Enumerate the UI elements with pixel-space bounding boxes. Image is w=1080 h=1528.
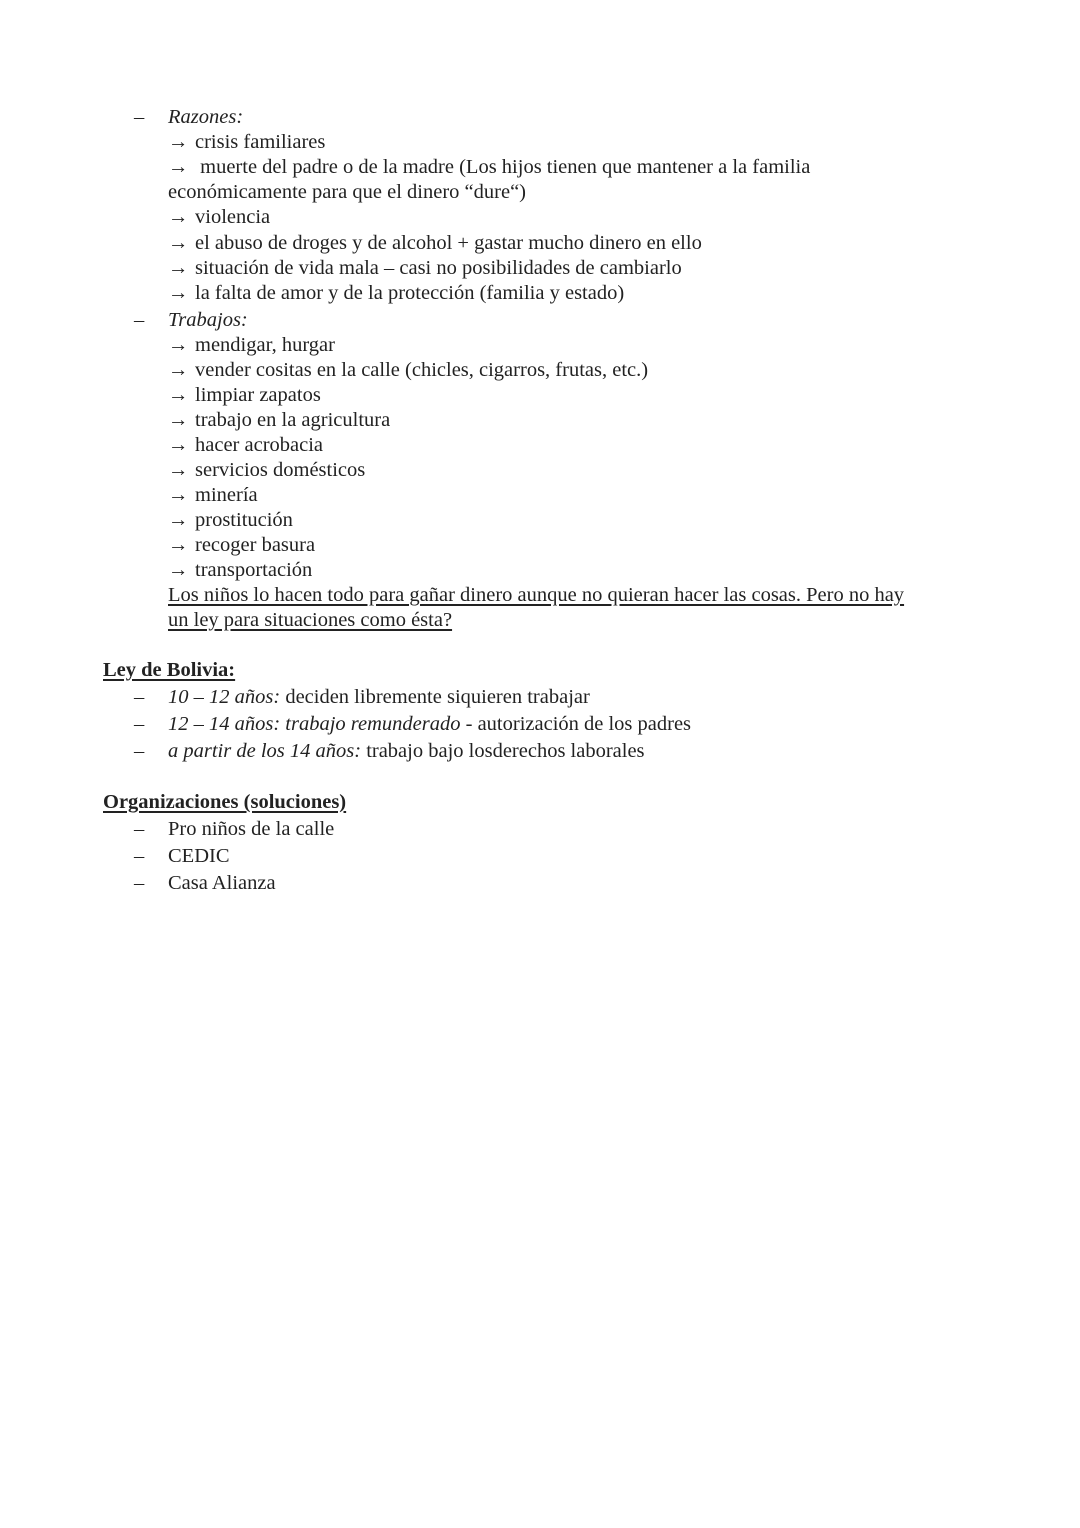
arrow-icon: → (168, 334, 189, 356)
razones-continuation: económicamente para que el dinero “dure“) (168, 181, 526, 203)
arrow-icon: → (168, 156, 189, 178)
ley-row (0, 739, 1080, 766)
organizacion-name: Casa Alianza (168, 872, 276, 894)
razones-bullet (0, 105, 1080, 132)
arrow-icon: → (168, 206, 189, 228)
dash-bullet: – (134, 818, 145, 840)
ley-age: 10 – 12 años: (168, 686, 281, 708)
razones-item: → muerte del padre o de la madre (Los hijos tienen que mantener a la familia (168, 156, 811, 178)
arrow-icon: → (168, 232, 189, 254)
ley-rest: deciden libremente siquieren trabajar (280, 686, 590, 708)
organizacion-name: Pro niños de la calle (168, 818, 335, 840)
arrow-icon: → (168, 484, 189, 506)
arrow-icon: → (168, 459, 189, 481)
trabajos-note-line: Los niños lo hacen todo para gañar dinero aunque no quieran hacer las cosas. Pero no hay (168, 584, 905, 606)
trabajos-item: → servicios domésticos (168, 459, 366, 481)
ley-age: 12 – 14 años: trabajo remunderado (168, 713, 461, 735)
trabajos-bullet (0, 308, 1080, 335)
razones-item: → crisis familiares (168, 131, 326, 153)
dash-bullet: – (134, 106, 145, 128)
trabajos-note-line: un ley para situaciones como ésta? (168, 609, 453, 631)
ley-rest: trabajo bajo losderechos laborales (361, 740, 645, 762)
dash-bullet: – (134, 740, 145, 762)
razones-item: → situación de vida mala – casi no posibilidades de cambiarlo (168, 257, 682, 279)
trabajos-label: Trabajos: (168, 309, 248, 331)
arrow-icon: → (168, 282, 189, 304)
ley-heading: Ley de Bolivia: (103, 659, 236, 681)
trabajos-item: → prostitución (168, 509, 293, 531)
trabajos-item: → limpiar zapatos (168, 384, 321, 406)
organizacion-row (0, 817, 1080, 844)
ley-row (0, 712, 1080, 739)
razones-item: → el abuso de droges y de alcohol + gastar mucho dinero en ello (168, 232, 702, 254)
razones-item: → la falta de amor y de la protección (familia y estado) (168, 282, 625, 304)
arrow-icon: → (168, 384, 189, 406)
arrow-icon: → (168, 509, 189, 531)
razones-label: Razones: (168, 106, 244, 128)
arrow-icon: → (168, 359, 189, 381)
dash-bullet: – (134, 872, 145, 894)
trabajos-item: → recoger basura (168, 534, 316, 556)
ley-row (0, 685, 1080, 712)
ley-rest: - autorización de los padres (460, 713, 692, 735)
dash-bullet: – (134, 309, 145, 331)
organizacion-row (0, 871, 1080, 898)
arrow-icon: → (168, 534, 189, 556)
arrow-icon: → (168, 257, 189, 279)
trabajos-item: → trabajo en la agricultura (168, 409, 391, 431)
trabajos-item: → vender cositas en la calle (chicles, cigarros, frutas, etc.) (168, 359, 649, 381)
dash-bullet: – (134, 686, 145, 708)
trabajos-item: → minería (168, 484, 258, 506)
dash-bullet: – (134, 713, 145, 735)
trabajos-item: → mendigar, hurgar (168, 334, 335, 356)
trabajos-item: → transportación (168, 559, 313, 581)
razones-item: → violencia (168, 206, 271, 228)
organizacion-row (0, 844, 1080, 871)
arrow-icon: → (168, 409, 189, 431)
organizaciones-heading: Organizaciones (soluciones) (103, 791, 347, 813)
ley-age: a partir de los 14 años: (168, 740, 362, 762)
organizacion-name: CEDIC (168, 845, 230, 867)
trabajos-item: → hacer acrobacia (168, 434, 324, 456)
arrow-icon: → (168, 131, 189, 153)
arrow-icon: → (168, 434, 189, 456)
arrow-icon: → (168, 559, 189, 581)
dash-bullet: – (134, 845, 145, 867)
